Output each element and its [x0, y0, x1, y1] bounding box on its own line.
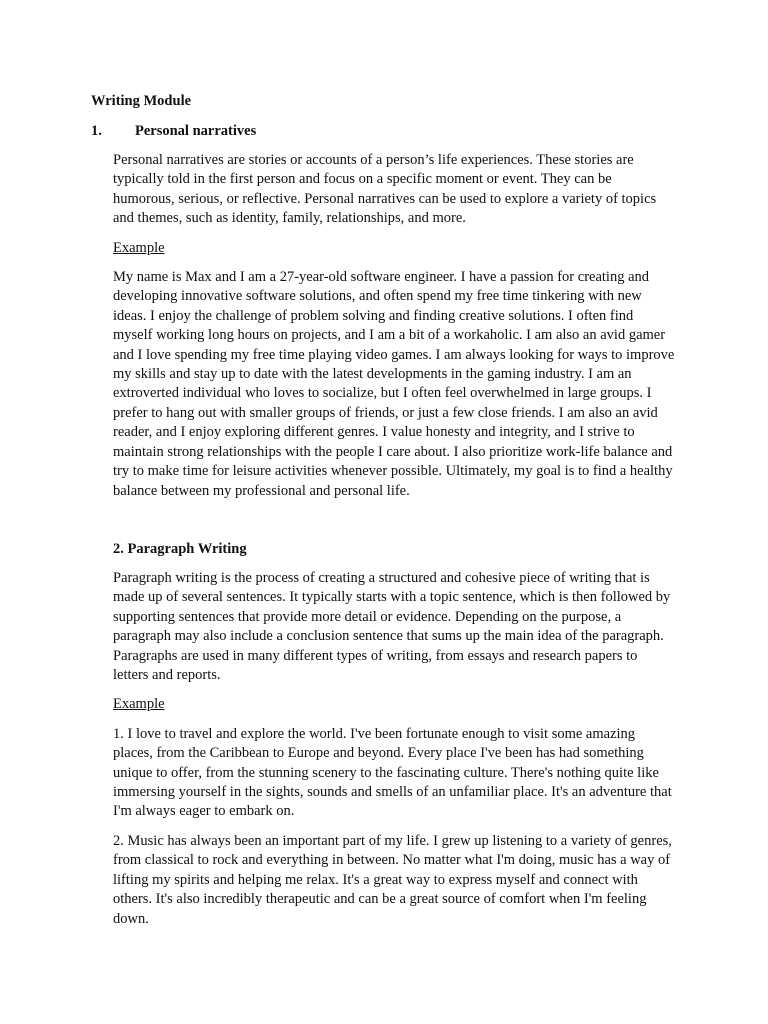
- section1-example-label: Example: [113, 239, 165, 256]
- document-title: Writing Module: [91, 93, 192, 109]
- section1-intro: Personal narratives are stories or accounts of a person’s life experiences. These stories are typically told in the first person and focus on a specific moment or event. They can be humorous, serious, or reflective. Personal narratives can be used to explore a variety of topics and themes, such as identity, family, relationships, and more.: [113, 152, 657, 227]
- section2-example-label: Example: [113, 696, 165, 713]
- section1-heading-text: Personal narratives: [135, 123, 257, 139]
- section2-example-1: 1. I love to travel and explore the world. I've been fortunate enough to visit some amazing places, from the Caribbean to Europe and beyond. Every place I've been has had something unique to offer, from the stunning scenery to the fascinating culture. There's nothing quite like immersing yourself in the sights, sounds and smells of an unfamiliar place. It's an adventure that I'm always eager to embark on.: [113, 725, 672, 820]
- section2-intro: Paragraph writing is the process of creating a structured and cohesive piece of writing that is made up of several sentences. It typically starts with a topic sentence, which is then followed by supporting sentences that provide more detail or evidence. Depending on the purpose, a paragraph may also include a conclusion sentence that sums up the main idea of the paragraph. Paragraphs are used in many different types of writing, from essays and research papers to letters and reports.: [113, 570, 671, 684]
- section1-example-text: My name is Max and I am a 27-year-old software engineer. I have a passion for creating and developing innovative software solutions, and often spend my free time tinkering with new ideas. I enjoy the challenge of problem solving and finding creative solutions. I often find myself working long hours on projects, and I am a bit of a workaholic. I am also an avid gamer and I love spending my free time playing video games. I am always looking for ways to improve my skills and stay up to date with the latest developments in the gaming industry. I am an extroverted individual who loves to socialize, but I often feel overwhelmed in large groups. I prefer to hang out with smaller groups of friends, or just a few close friends. I am also an avid reader, and I enjoy exploring different genres. I value honesty and integrity, and I strive to maintain strong relationships with the people I care about. I also prioritize work-life balance and try to make time for leisure activities whenever possible. Ultimately, my goal is to find a healthy balance between my professional and personal life.: [113, 269, 675, 499]
- section2-body: [113, 569, 675, 939]
- section2-example-2: 2. Music has always been an important part of my life. I grew up listening to a variety of genres, from classical to rock and everything in between. No matter what I'm doing, music has a way of lifting my spirits and helping me relax. It's a great way to express myself and connect with others. It's also incredibly therapeutic and can be a great source of comfort when I'm feeling down.: [113, 832, 672, 927]
- section1-number: 1.: [91, 123, 102, 139]
- section2-heading: 2. Paragraph Writing: [113, 541, 247, 557]
- section1-body: [113, 151, 675, 511]
- section1-heading: [91, 122, 391, 141]
